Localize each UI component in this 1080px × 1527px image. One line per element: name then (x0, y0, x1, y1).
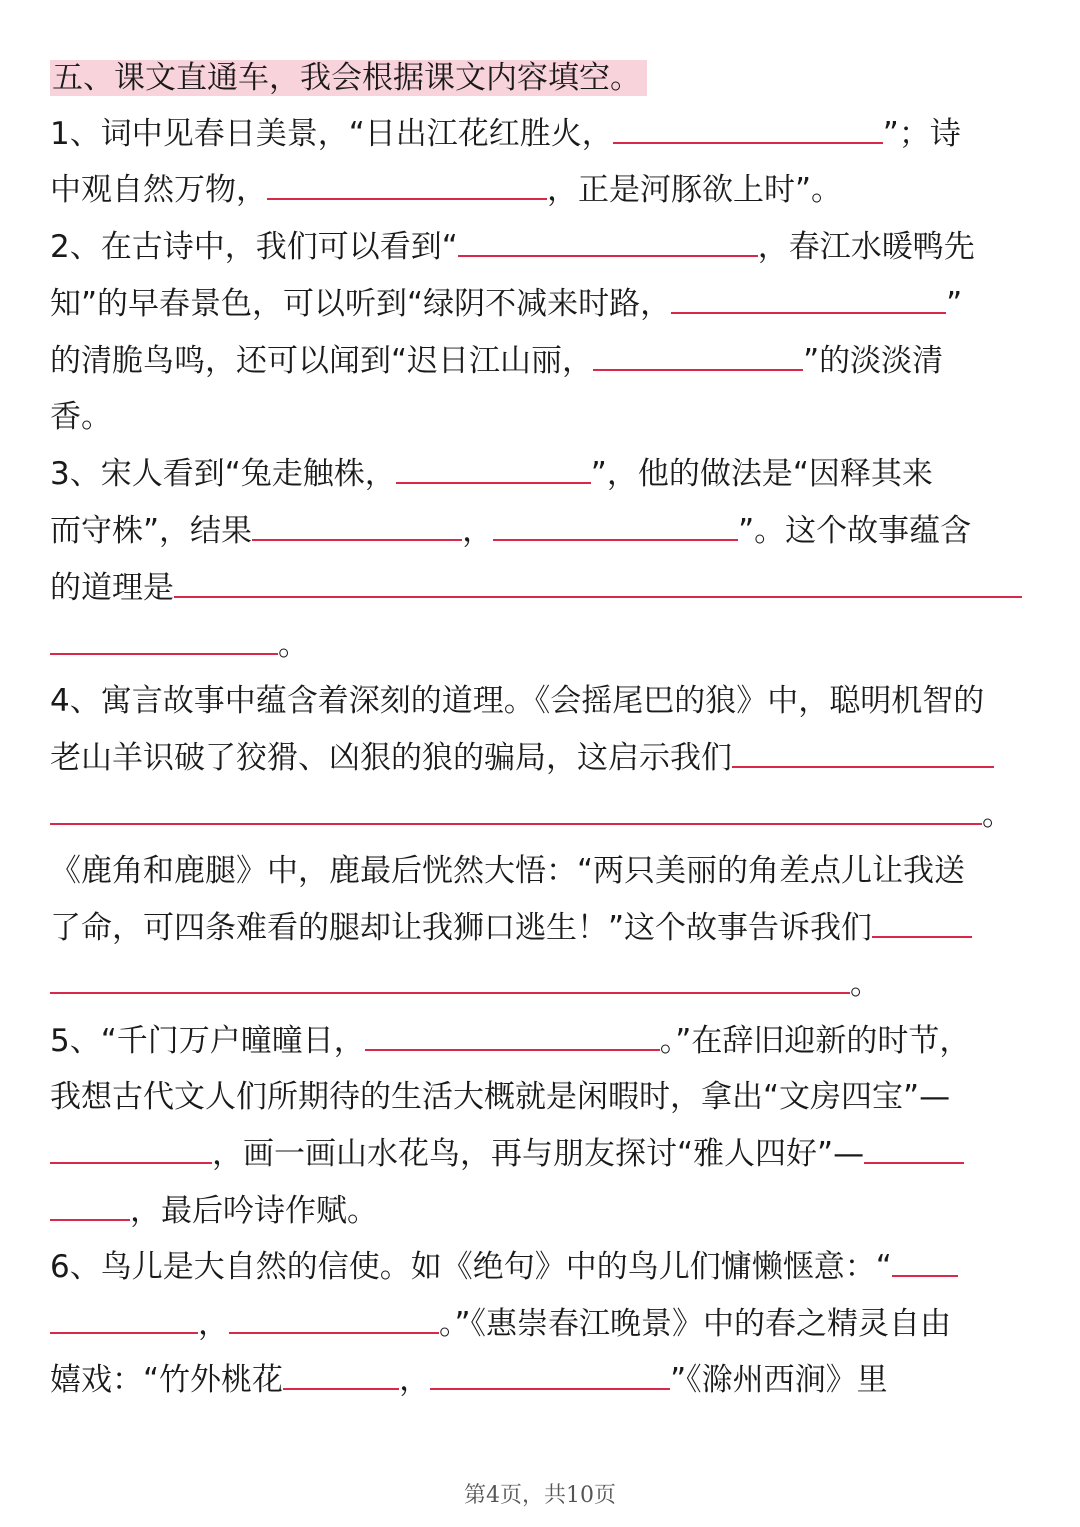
q5-line-3 (50, 1132, 964, 1176)
q6-blank-1[interactable] (892, 1245, 958, 1277)
q3-text: ”。这个故事蕴含 (738, 513, 972, 549)
q2-text: ，春江水暖鸭先 (757, 229, 975, 265)
q2-line-4: 香。 (50, 399, 112, 435)
q6-text: ， (399, 1362, 431, 1398)
q6-line-2 (50, 1302, 951, 1346)
q4-line-4: 《鹿角和鹿腿》中，鹿最后恍然大悟：“两只美丽的角差点儿让我送 (50, 853, 966, 889)
q4-text: 。 (850, 966, 881, 1002)
q3-line-2 (50, 509, 971, 553)
q1-line-2 (50, 168, 842, 212)
q4-text: 老山羊识破了狡猾、凶狠的狼的骗局，这启示我们 (50, 740, 732, 776)
q3-blank-4[interactable] (174, 566, 1022, 598)
q3-text: 3、宋人看到“兔走触株， (50, 456, 396, 492)
q3-blank-2[interactable] (252, 509, 462, 541)
q3-line-1 (50, 452, 933, 496)
q3-text: 而守株”，结果 (50, 513, 253, 549)
q6-text: ， (198, 1306, 229, 1342)
q6-blank-2[interactable] (50, 1302, 198, 1334)
q4-text: 。 (982, 797, 1013, 833)
q5-text: 。”在辞旧迎新的时节， (659, 1023, 971, 1059)
q5-text: ，画一画山水花鸟，再与朋友探讨“雅人四好”— (212, 1136, 865, 1172)
q3-text: ”，他的做法是“因释其来 (590, 456, 933, 492)
q2-blank-3[interactable] (593, 339, 803, 371)
q2-line-1 (50, 225, 975, 269)
q5-blank-3[interactable] (864, 1132, 964, 1164)
q4-blank-3[interactable] (872, 906, 972, 938)
q4-blank-2[interactable] (50, 793, 982, 825)
section-title (50, 56, 647, 100)
q2-text: 知”的早春景色，可以听到“绿阴不减来时路， (50, 286, 672, 322)
q3-line-4 (50, 623, 309, 667)
q6-line-1 (50, 1245, 958, 1289)
q1-text: ，正是河豚欲上时”。 (547, 172, 843, 208)
q5-line-4 (50, 1189, 378, 1233)
q2-blank-1[interactable] (458, 225, 758, 257)
q2-line-2 (50, 282, 962, 326)
q2-text: ” (946, 286, 963, 322)
q4-line-6 (50, 962, 881, 1006)
q3-line-3 (50, 566, 1022, 610)
q5-line-2: 我想古代文人们所期待的生活大概就是闲暇时，拿出“文房四宝”— (50, 1079, 951, 1115)
q6-text: 。”《惠崇春江晚景》中的春之精灵自由 (439, 1306, 952, 1342)
q6-blank-3[interactable] (229, 1302, 439, 1334)
q5-blank-4[interactable] (50, 1189, 130, 1221)
q1-text: 中观自然万物， (50, 172, 267, 208)
q2-text: 的清脆鸟鸣，还可以闻到“迟日江山丽， (50, 343, 594, 379)
q2-text: ”的淡淡清 (803, 343, 944, 379)
q3-blank-1[interactable] (396, 452, 591, 484)
q5-text: ，最后吟诗作赋。 (130, 1193, 378, 1229)
q4-blank-1[interactable] (732, 736, 994, 768)
q2-line-3 (50, 339, 943, 383)
q5-blank-2[interactable] (50, 1132, 212, 1164)
q1-text: 1、词中见春日美景，“日出江花红胜火， (50, 116, 613, 152)
q1-blank-2[interactable] (267, 168, 547, 200)
q6-blank-5[interactable] (430, 1358, 670, 1390)
q2-blank-2[interactable] (671, 282, 946, 314)
q4-line-2 (50, 736, 994, 780)
section-title-text: 五、课文直通车，我会根据课文内容填空。 (50, 60, 647, 96)
q4-text: 了命，可四条难看的腿却让我狮口逃生！”这个故事告诉我们 (50, 910, 873, 946)
q1-blank-1[interactable] (613, 112, 883, 144)
q3-text: 。 (278, 627, 309, 663)
q1-line-1 (50, 112, 961, 156)
q3-text: ， (462, 513, 494, 549)
q6-text: 6、鸟儿是大自然的信使。如《绝句》中的鸟儿们慵懒惬意：“ (50, 1249, 892, 1285)
page-footer: 第4页，共10页 (464, 1483, 616, 1508)
q3-blank-5[interactable] (50, 623, 278, 655)
q4-line-5 (50, 906, 972, 950)
q3-blank-3[interactable] (493, 509, 738, 541)
q5-line-1 (50, 1019, 970, 1063)
q2-text: 2、在古诗中，我们可以看到“ (50, 229, 458, 265)
q5-text: 5、“千门万户曈曈日， (50, 1023, 365, 1059)
q6-line-3 (50, 1358, 888, 1402)
q6-text: 嬉戏：“竹外桃花 (50, 1362, 284, 1398)
q4-line-1: 4、寓言故事中蕴含着深刻的道理。《会摇尾巴的狼》中，聪明机智的 (50, 683, 985, 719)
q4-line-3 (50, 793, 1013, 837)
q5-blank-1[interactable] (365, 1019, 660, 1051)
q6-text: ”《滁州西涧》里 (670, 1362, 888, 1398)
q6-blank-4[interactable] (283, 1358, 399, 1390)
q1-text: ”；诗 (882, 116, 961, 152)
q3-text: 的道理是 (50, 570, 174, 606)
q4-blank-4[interactable] (50, 962, 850, 994)
